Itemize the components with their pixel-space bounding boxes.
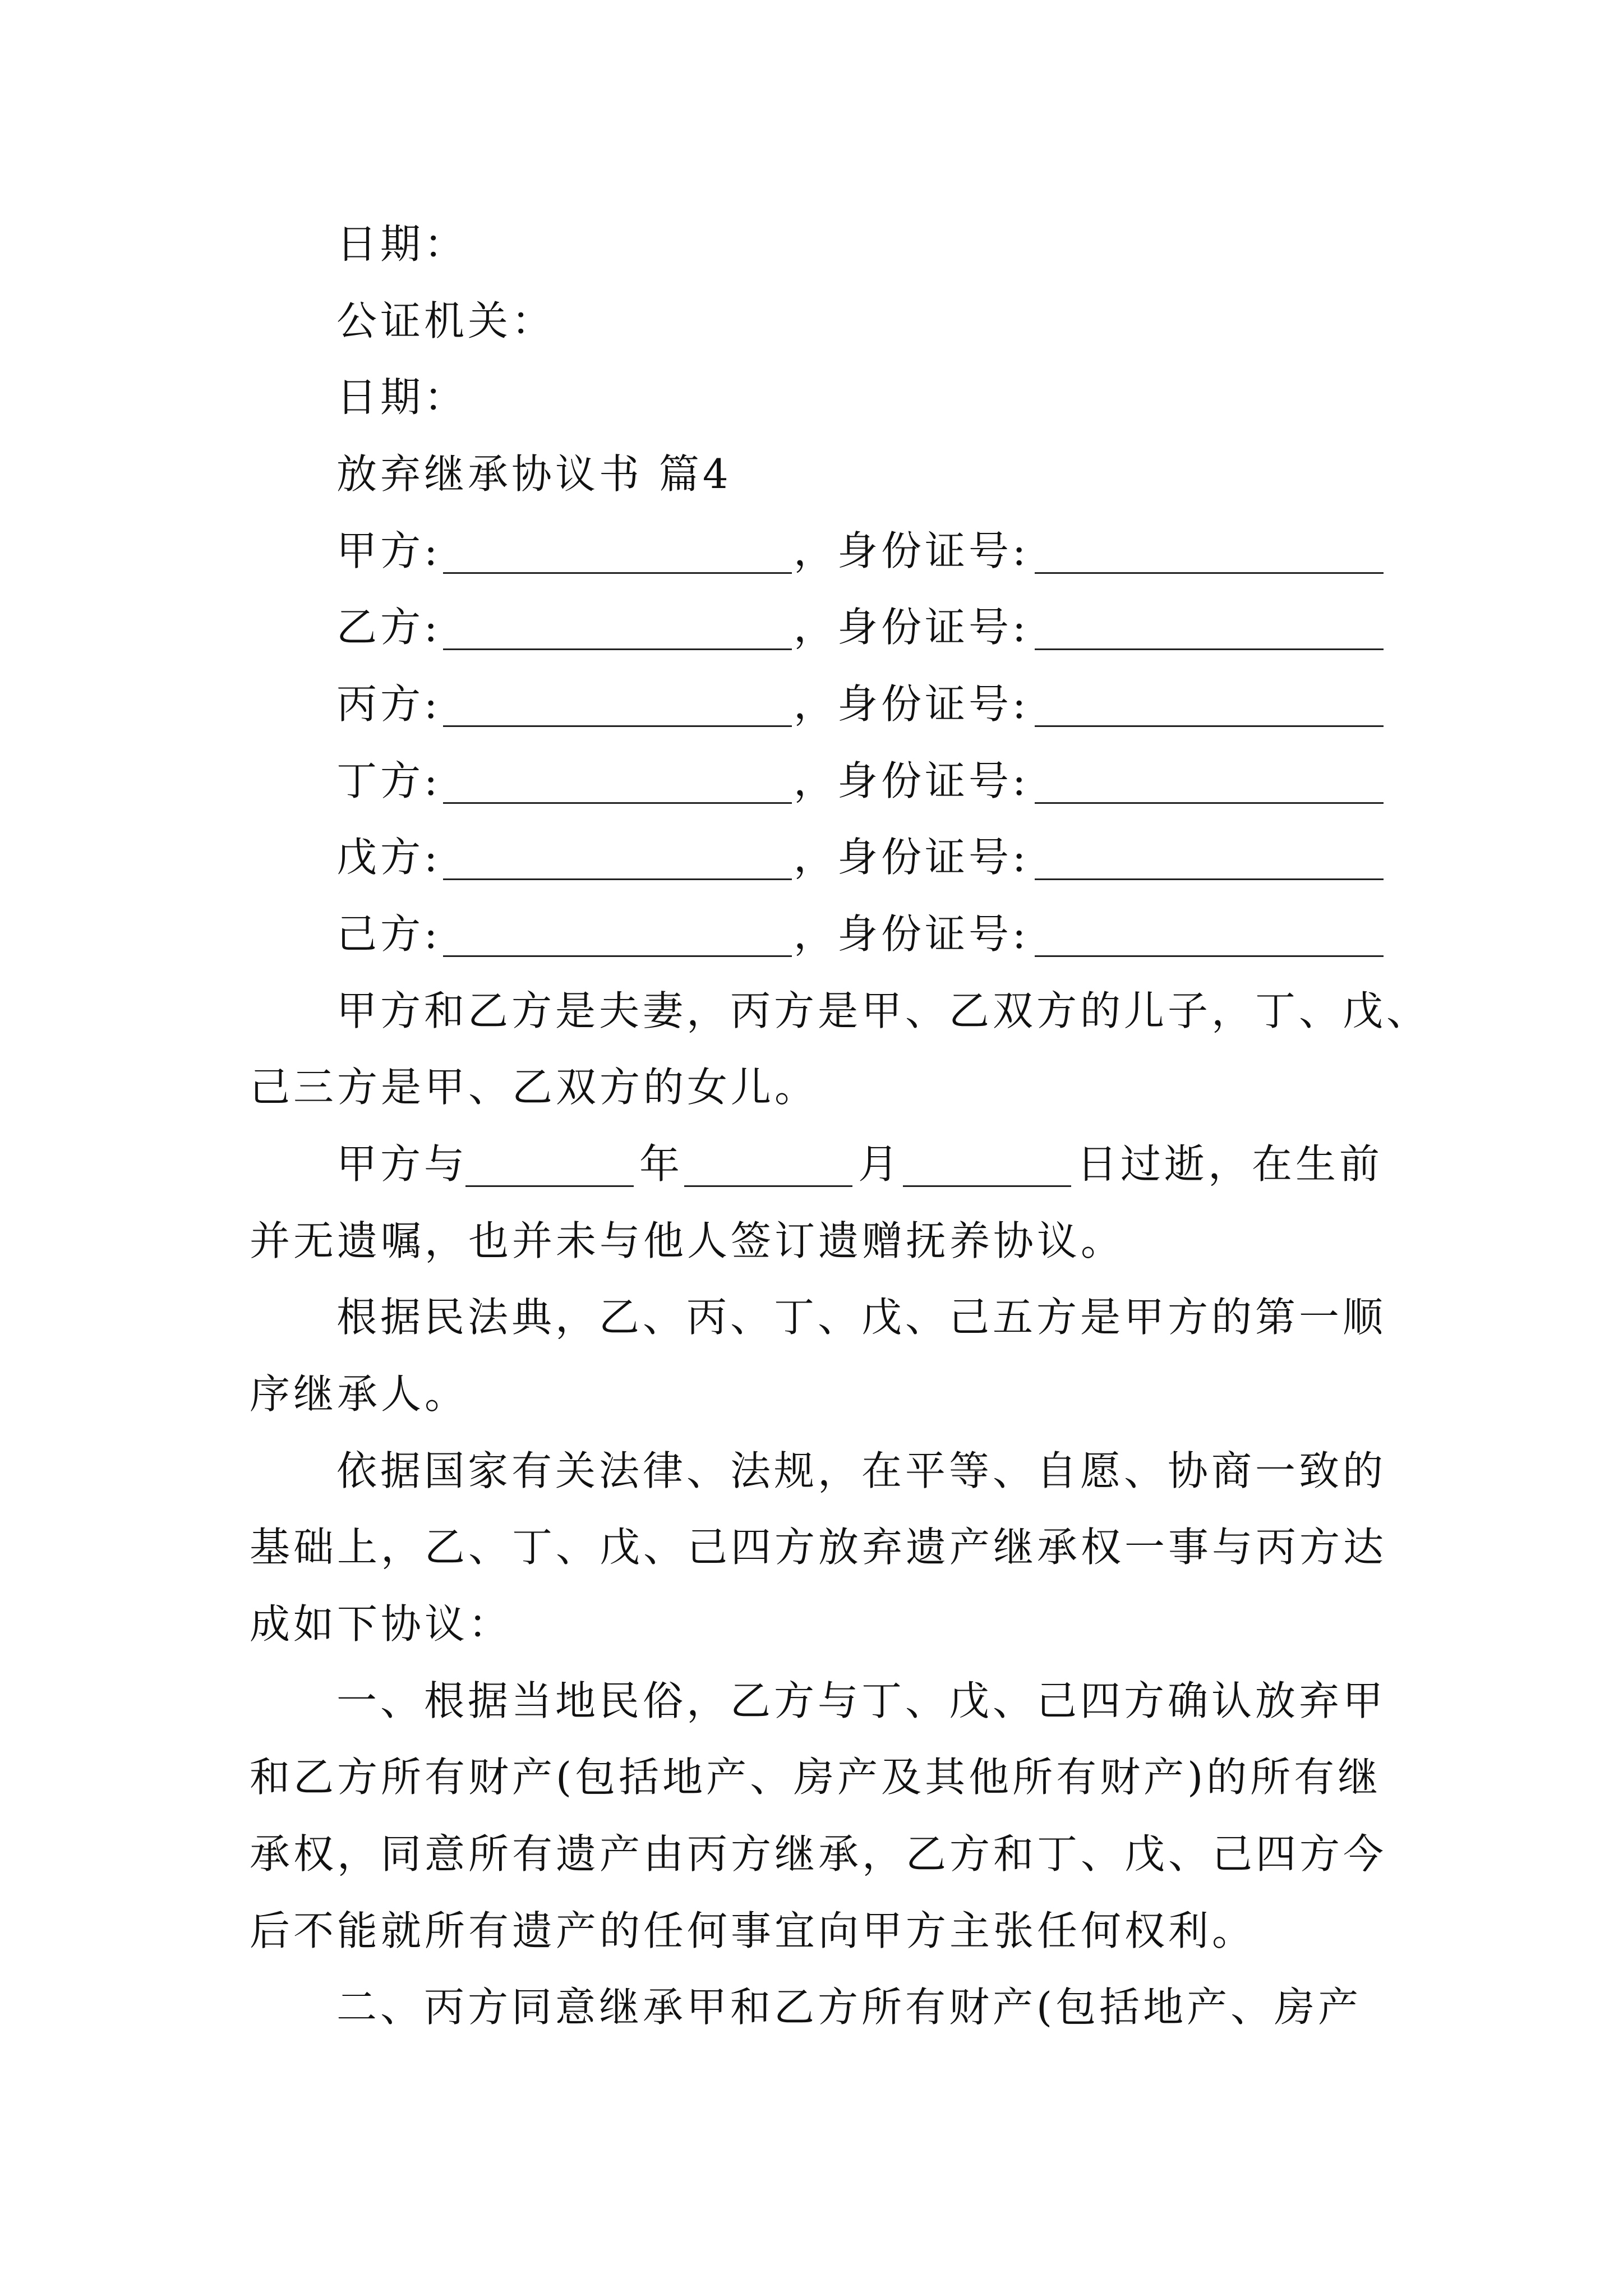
id-number-label: ，身份证号: <box>794 604 1030 651</box>
name-blank <box>443 955 792 957</box>
paragraph-text: 甲方和乙方是夫妻，丙方是甲、乙双方的儿子，丁、戊、 <box>336 987 1431 1034</box>
paragraph-text: 甲方与 <box>336 1140 468 1188</box>
id-number-blank <box>1035 648 1384 650</box>
paragraph-text: 后不能就所有遗产的任何事宜向甲方主张任何权利。 <box>250 1907 1256 1954</box>
party-label: 甲方: <box>336 527 441 574</box>
paragraph-text: 成如下协议： <box>250 1600 513 1648</box>
paragraph-line <box>0 1667 1623 1734</box>
party-row <box>0 593 1623 661</box>
name-blank <box>443 648 792 650</box>
paragraph-line <box>0 1513 1623 1581</box>
paragraph-line <box>0 1130 1623 1198</box>
paragraph-text: 日过逝，在生前 <box>1077 1140 1384 1188</box>
day-blank <box>903 1185 1071 1187</box>
id-number-label: ，身份证号: <box>794 834 1030 881</box>
month-blank <box>684 1185 852 1187</box>
paragraph-line <box>0 1973 1623 2041</box>
id-number-blank <box>1035 955 1384 957</box>
date-label: 日期： <box>336 220 468 268</box>
paragraph-text: 二、丙方同意继承甲和乙方所有财产(包括地产、房产 <box>336 1984 1362 2031</box>
paragraph-text: 序继承人。 <box>250 1370 469 1418</box>
party-row <box>0 747 1623 815</box>
year-label: 年 <box>639 1140 684 1188</box>
paragraph-line <box>0 1743 1623 1811</box>
section-title: 放弃继承协议书 篇4 <box>336 450 732 498</box>
paragraph-text: 依据国家有关法律、法规，在平等、自愿、协商一致的 <box>336 1447 1387 1494</box>
paragraph-text: 和乙方所有财产(包括地产、房产及其他所有财产)的所有继 <box>250 1754 1382 1801</box>
name-blank <box>443 802 792 804</box>
party-row <box>0 670 1623 738</box>
date-label: 日期： <box>336 374 468 421</box>
paragraph-text: 己三方是甲、乙双方的女儿。 <box>250 1064 819 1111</box>
paragraph-line <box>0 1283 1623 1351</box>
paragraph-line <box>0 1437 1623 1504</box>
paragraph-line <box>0 1897 1623 1964</box>
paragraph-text: 承权，同意所有遗产由丙方继承，乙方和丁、戊、己四方今 <box>250 1830 1387 1878</box>
party-label: 丁方: <box>336 757 441 804</box>
paragraph-text: 并无遗嘱，也并未与他人签订遗赠抚养协议。 <box>250 1217 1125 1264</box>
name-blank <box>443 572 792 574</box>
section-title-line <box>0 440 1623 508</box>
party-label: 丙方: <box>336 680 441 728</box>
notary-label: 公证机关： <box>336 297 556 344</box>
id-number-blank <box>1035 802 1384 804</box>
paragraph-line <box>0 1360 1623 1428</box>
paragraph-line <box>0 1207 1623 1274</box>
party-label: 己方: <box>336 910 441 958</box>
year-blank <box>465 1185 634 1187</box>
id-number-label: ，身份证号: <box>794 527 1030 574</box>
party-label: 戊方: <box>336 834 441 881</box>
id-number-label: ，身份证号: <box>794 757 1030 804</box>
paragraph-line <box>0 977 1623 1045</box>
party-row <box>0 900 1623 968</box>
id-number-blank <box>1035 572 1384 574</box>
name-blank <box>443 725 792 727</box>
party-row <box>0 517 1623 585</box>
date-line-1 <box>0 210 1623 278</box>
paragraph-line <box>0 1590 1623 1658</box>
paragraph-line <box>0 1053 1623 1121</box>
party-row <box>0 823 1623 891</box>
paragraph-text: 基础上，乙、丁、戊、己四方放弃遗产继承权一事与丙方达 <box>250 1524 1387 1571</box>
id-number-blank <box>1035 878 1384 880</box>
paragraph-line <box>0 1820 1623 1888</box>
month-label: 月 <box>858 1140 902 1188</box>
id-number-label: ，身份证号: <box>794 680 1030 728</box>
id-number-blank <box>1035 725 1384 727</box>
name-blank <box>443 878 792 880</box>
notary-line <box>0 287 1623 355</box>
id-number-label: ，身份证号: <box>794 910 1030 958</box>
paragraph-text: 一、根据当地民俗，乙方与丁、戊、己四方确认放弃甲 <box>336 1677 1387 1724</box>
party-label: 乙方: <box>336 604 441 651</box>
paragraph-text: 根据民法典，乙、丙、丁、戊、己五方是甲方的第一顺 <box>336 1294 1387 1341</box>
date-line-2 <box>0 364 1623 431</box>
